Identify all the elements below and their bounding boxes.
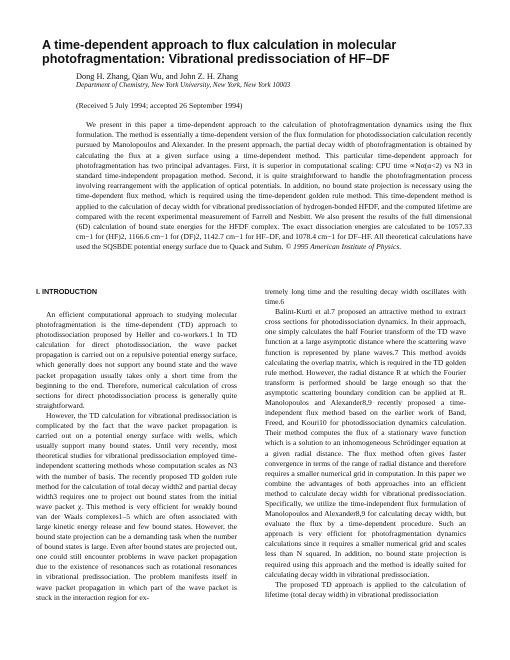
body-paragraph: The proposed TD approach is applied to the calculation of lifetime (total decay width) in vibrational predissociation [265,579,466,599]
section-heading: I. INTRODUCTION [36,287,98,296]
body-paragraph: tremely long time and the resulting decay width oscillates with time.6 [265,287,466,307]
author-list: Dong H. Zhang, Qian Wu, and John Z. H. Zhang [76,72,239,81]
paper-title: A time-dependent approach to flux calculation in molecular photofragmentation: Vibrational predissociation of HF–DF [42,38,397,66]
abstract [76,120,472,253]
received-dates: (Received 5 July 1994; accepted 26 September 1994) [76,101,243,110]
right-column [265,287,466,600]
body-paragraph: An efficient computational approach to studying molecular photofragmentation is the time-dependent (TD) approach to photodissociation proposed by Heller and co-workers.1 In TD calculation for direct photodissociation, the wave packet propagation is carried out on a repulsive potential energy surface, which generally does not support any bound state and the wave packet propagation usually takes only a short time from the beginning to the end. Therefore, numerical calculation of cross sections for direct photodissociation process is generally quite straightforward. [36,310,237,410]
author-affiliation: Department of Chemistry, New York University, New York, New York 10003 [76,81,291,89]
copyright-notice: © 1995 American Institute of Physics. [285,242,402,252]
body-paragraph: Balint-Kurti et al.7 proposed an attractive method to extract cross sections for photodissociation dynamics. In their approach, one simply calculates the half Fourier transform of the TD wave function at a large asymptotic distance where the scattering wave function is represented by plane waves.7 This method avoids calculating the overlap matrix, which is required in the TD golden rule method. However, the radial distance R at which the Fourier transform is performed should be large enough so that the asymptotic scattering boundary condition can be applied at R. Manolopoulos and Alexander8,9 recently proposed a time-independent flux method based on the earlier work of Band, Freed, and Kouri10 for photodissociation dynamics calculation. Their method computes the flux of a stationary wave function which is a solution to an inhomogeneous Schrödinger equation at a given radial distance. The flux method often gives faster convergence in terms of the range of radial distance and therefore requires a smaller numerical grid in computation. In this paper we combine the advantages of both approaches into an efficient method to calculate decay width for vibrational predissociation. Specifically, we utilize the time-independent flux formulation of Manolopoulos and Alexander8,9 for calculating decay width, but evaluate the flux by a time-dependent procedure. Such an approach is very efficient for photofragmentation dynamics calculations since it requires a smaller numerical grid and scales less than N squared. In addition, no bound state projection is required using this approach and the method is ideally suited for calculating decay width in vibrational predissociation. [265,307,466,579]
body-paragraph: However, the TD calculation for vibrational predissociation is complicated by the fact that the wave packet propagation is carried out on a potential energy surface with wells, which usually support many bound states. Until very recently, most theoretical studies for vibrational predissociation employed time-independent scattering methods whose computation scales as N3 with the number of basis. The recently proposed TD golden rule method for the calculation of total decay width2 and partial decay width3 requires one to project out bound states from the initial wave packet χ. This method is very efficient for weakly bound van der Waals complexes1–5 which are often associated with large kinetic energy release and few bound states. However, the bound state projection can be a demanding task when the number of bound states is large. Even after bound states are projected out, one could still encounter problems in wave packet propagation due to the existence of resonances such as rotational resonances in vibrational predissociation. The problem manifests itself in wave packet propagation in which part of the wave packet is stuck in the interaction region for ex- [36,410,237,602]
left-column [36,287,237,603]
abstract-text: We present in this paper a time-dependent approach to the calculation of photofragmentation dynamics using the flux formulation. The method is essentially a time-dependent version of the flux formulation for photodissociation calculation recently pursued by Manolopoulos and Alexander. In the present approach, the partial decay width of photofragmentation is obtained by calculating the flux at a given surface using a time-dependent method. This particular time-dependent approach for photofragmentation has two principal advantages. First, it is superior in computational scaling: CPU time ∝Nα(α<2) vs N3 in standard time-independent propagation method. Second, it is quite straightforward to handle the photofragmentation process involving rearrangement with the application of optical potentials. In addition, no bound state projection is necessary using the time-dependent flux method, which is required using the time-dependent golden rule method. This time-dependent method is applied to the calculation of decay width for vibrational predissociation of hydrogen-bonded HFDF, and the computed lifetime are compared with the recent experimental measurement of Farrell and Nesbitt. We also present the results of the full dimensional (6D) calculation of bound state energies for the HFDF complex. The exact dissociation energies are calculated to be 1057.33 cm−1 for (HF)2, 1166.6 cm−1 for (DF)2, 1142.7 cm−1 for HF–DF, and 1078.4 cm−1 for DF–HF. All theoretical calculations have used the SQSBDE potential energy surface due to Quack and Suhm. [76,120,472,252]
